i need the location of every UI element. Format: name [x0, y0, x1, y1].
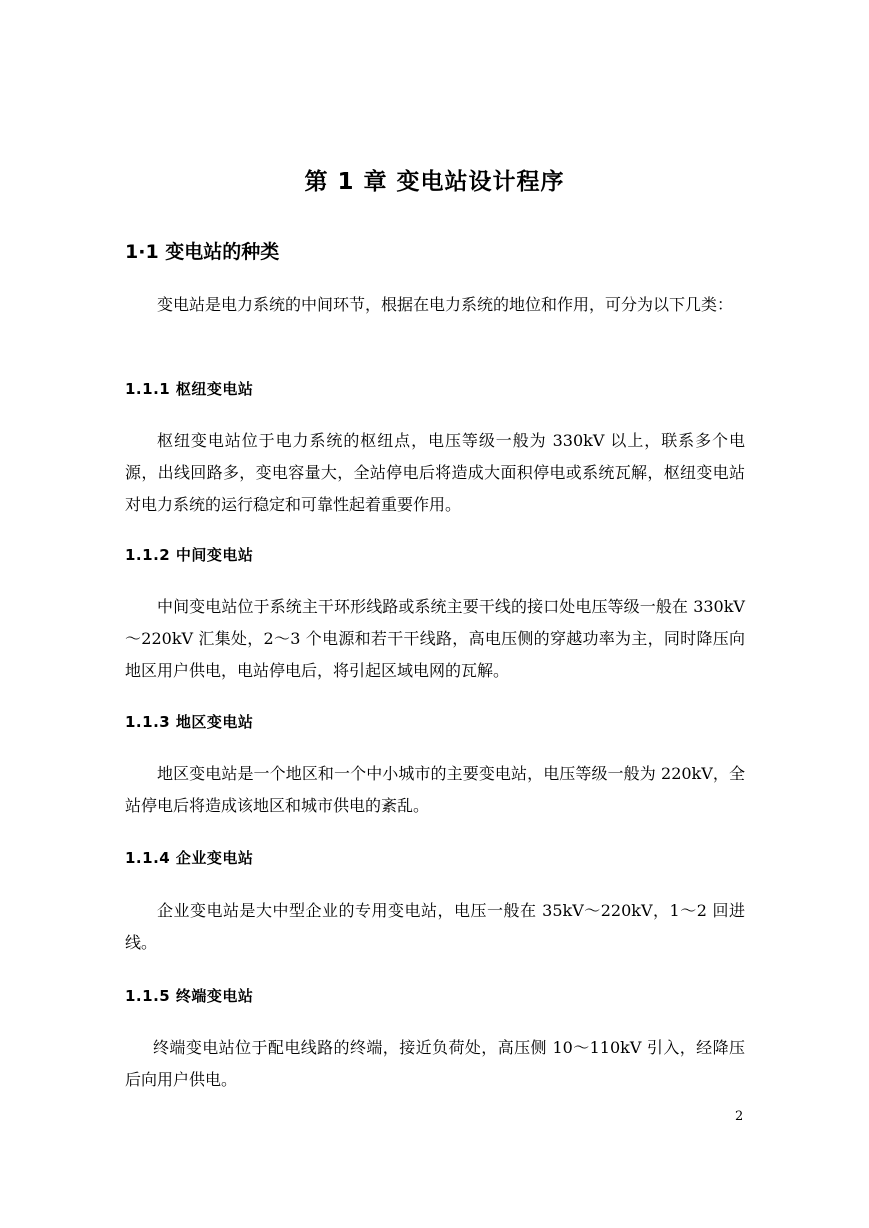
- subsection-paragraph-1: 枢纽变电站位于电力系统的枢纽点，电压等级一般为 330kV 以上，联系多个电源，出线回路多，变电容量大，全站停电后将造成大面积停电或系统瓦解，枢纽变电站对电力系统的运行稳定和可靠性起着重要作用。: [125, 431, 745, 514]
- subsection-paragraph-5: 终端变电站位于配电线路的终端，接近负荷处，高压侧 10～110kV 引入，经降压后向用户供电。: [125, 1038, 745, 1089]
- subsection-title-5: 1.1.5 终端变电站: [125, 987, 254, 1005]
- subsection-paragraph-3: 地区变电站是一个地区和一个中小城市的主要变电站，电压等级一般为 220kV，全站停电后将造成该地区和城市供电的紊乱。: [125, 764, 745, 815]
- section-title: 1·1 变电站的种类: [125, 241, 280, 263]
- subsection-title-2: 1.1.2 中间变电站: [125, 546, 254, 564]
- subsection-paragraph-2: 中间变电站位于系统主干环形线路或系统主要干线的接口处电压等级一般在 330kV～220kV 汇集处，2～3 个电源和若干干线路，高电压侧的穿越功率为主，同时降压向地区用户供电，电站停电后，将引起区域电网的瓦解。: [125, 597, 745, 680]
- subsection-paragraph-4: 企业变电站是大中型企业的专用变电站，电压一般在 35kV～220kV，1～2 回进线。: [125, 901, 745, 952]
- subsection-title-3: 1.1.3 地区变电站: [125, 713, 254, 731]
- subsection-title-4: 1.1.4 企业变电站: [125, 849, 254, 867]
- section-intro-paragraph: 变电站是电力系统的中间环节，根据在电力系统的地位和作用，可分为以下几类：: [157, 295, 734, 314]
- page-number: 2: [735, 1109, 744, 1124]
- chapter-title: 第 1 章 变电站设计程序: [304, 169, 565, 195]
- subsection-title-1: 1.1.1 枢纽变电站: [125, 380, 254, 398]
